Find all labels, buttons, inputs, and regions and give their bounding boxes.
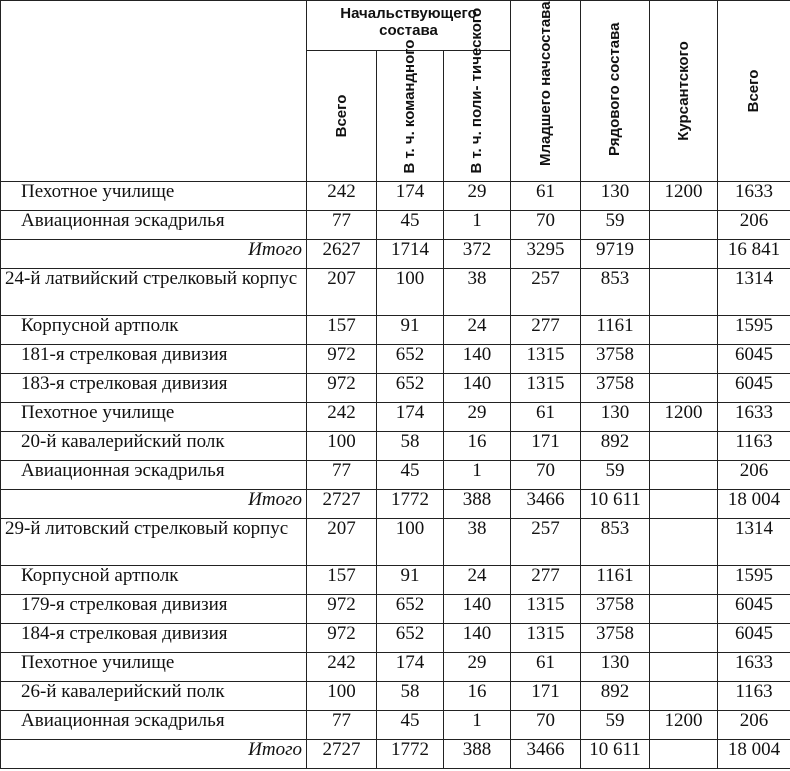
cell-value: 3758 [581, 374, 650, 403]
table-row [1, 211, 790, 240]
cell-value: 29 [444, 182, 511, 211]
row-label: 181-я стрелковая дивизия [1, 345, 307, 374]
cell-value: 972 [307, 345, 377, 374]
cell-value: 3758 [581, 595, 650, 624]
cell-value: 388 [444, 740, 511, 769]
row-label: 29-й литовский стрелковый корпус [1, 519, 307, 566]
cell-value: 2727 [307, 490, 377, 519]
cell-value [650, 461, 718, 490]
cell-value: 38 [444, 269, 511, 316]
row-label: Пехотное училище [1, 182, 307, 211]
table-row [1, 519, 790, 566]
cell-value: 61 [511, 182, 581, 211]
cell-value: 1772 [377, 740, 444, 769]
cell-value [650, 595, 718, 624]
cell-value: 972 [307, 595, 377, 624]
header-incl-political [444, 7, 511, 182]
table-row [1, 461, 790, 490]
row-label: 183-я стрелковая дивизия [1, 374, 307, 403]
cell-value: 206 [718, 211, 790, 240]
cell-value: 242 [307, 403, 377, 432]
cell-value: 3466 [511, 490, 581, 519]
cell-value: 652 [377, 345, 444, 374]
cell-value: 157 [307, 566, 377, 595]
cell-value: 10 611 [581, 490, 650, 519]
row-label: 20-й кавалерийский полк [1, 432, 307, 461]
cell-value: 853 [581, 269, 650, 316]
total-label: Итого [1, 490, 307, 519]
cell-value: 972 [307, 624, 377, 653]
cell-value: 10 611 [581, 740, 650, 769]
cell-value: 388 [444, 490, 511, 519]
cell-value: 1633 [718, 403, 790, 432]
table-row [1, 403, 790, 432]
cell-value: 59 [581, 711, 650, 740]
cell-value: 1315 [511, 595, 581, 624]
table-row [1, 182, 790, 211]
cell-value [650, 269, 718, 316]
cell-value: 3758 [581, 345, 650, 374]
cell-value: 1315 [511, 374, 581, 403]
total-row [1, 240, 790, 269]
cell-value: 1772 [377, 490, 444, 519]
cell-value [650, 374, 718, 403]
cell-value: 100 [307, 432, 377, 461]
cell-value [650, 490, 718, 519]
cell-value: 140 [444, 374, 511, 403]
header-rank [581, 1, 650, 182]
cell-value: 2627 [307, 240, 377, 269]
cell-value: 242 [307, 182, 377, 211]
cell-value: 1200 [650, 711, 718, 740]
cell-value: 59 [581, 211, 650, 240]
cell-value: 38 [444, 519, 511, 566]
cell-value: 3295 [511, 240, 581, 269]
cell-value: 277 [511, 316, 581, 345]
cell-value: 1595 [718, 566, 790, 595]
header-cadet [650, 1, 718, 182]
cell-value: 207 [307, 269, 377, 316]
cell-value: 892 [581, 432, 650, 461]
cell-value: 174 [377, 403, 444, 432]
cell-value: 77 [307, 211, 377, 240]
header-incl-command-text: В т. ч. командного [400, 39, 418, 174]
cell-value: 171 [511, 432, 581, 461]
table-row [1, 595, 790, 624]
cell-value: 70 [511, 711, 581, 740]
cell-value: 6045 [718, 595, 790, 624]
cell-value: 100 [377, 269, 444, 316]
total-row [1, 740, 790, 769]
cell-value: 242 [307, 653, 377, 682]
cell-value: 206 [718, 711, 790, 740]
cell-value: 1714 [377, 240, 444, 269]
table-row [1, 682, 790, 711]
cell-value: 61 [511, 653, 581, 682]
cell-value: 207 [307, 519, 377, 566]
cell-value [650, 345, 718, 374]
cell-value: 70 [511, 211, 581, 240]
cell-value: 1315 [511, 345, 581, 374]
header-total-text: Всего [744, 69, 762, 113]
cell-value: 174 [377, 653, 444, 682]
cell-value: 157 [307, 316, 377, 345]
cell-value: 372 [444, 240, 511, 269]
header-total-commanding-text: Всего [332, 94, 350, 138]
cell-value: 3466 [511, 740, 581, 769]
cell-value: 58 [377, 682, 444, 711]
cell-value: 2727 [307, 740, 377, 769]
cell-value [650, 653, 718, 682]
header-cadet-text: Курсантского [674, 41, 692, 141]
table-row [1, 624, 790, 653]
table-row [1, 566, 790, 595]
cell-value [650, 211, 718, 240]
cell-value: 100 [377, 519, 444, 566]
header-total [718, 1, 790, 182]
cell-value [650, 566, 718, 595]
cell-value: 853 [581, 519, 650, 566]
cell-value [650, 432, 718, 461]
table-row [1, 432, 790, 461]
row-label: Авиационная эскадрилья [1, 211, 307, 240]
cell-value [650, 740, 718, 769]
header-commanding-group: Начальствующего состава [307, 1, 511, 51]
cell-value: 174 [377, 182, 444, 211]
cell-value: 1633 [718, 653, 790, 682]
cell-value: 29 [444, 653, 511, 682]
cell-value: 16 841 [718, 240, 790, 269]
cell-value: 61 [511, 403, 581, 432]
cell-value: 257 [511, 269, 581, 316]
cell-value: 652 [377, 595, 444, 624]
cell-value: 1 [444, 461, 511, 490]
table-row [1, 374, 790, 403]
cell-value: 45 [377, 711, 444, 740]
cell-value: 77 [307, 711, 377, 740]
cell-value: 91 [377, 566, 444, 595]
cell-value: 58 [377, 432, 444, 461]
row-label: 24-й латвийский стрелковый корпус [1, 269, 307, 316]
cell-value: 77 [307, 461, 377, 490]
cell-value: 652 [377, 624, 444, 653]
table-row [1, 316, 790, 345]
cell-value: 24 [444, 316, 511, 345]
header-blank-cell [1, 1, 307, 182]
row-label: 26-й кавалерийский полк [1, 682, 307, 711]
total-label: Итого [1, 740, 307, 769]
cell-value: 972 [307, 374, 377, 403]
row-label: Пехотное училище [1, 653, 307, 682]
cell-value: 3758 [581, 624, 650, 653]
cell-value: 206 [718, 461, 790, 490]
table-row [1, 269, 790, 316]
cell-value: 16 [444, 432, 511, 461]
cell-value: 140 [444, 624, 511, 653]
row-label: Пехотное училище [1, 403, 307, 432]
table-row [1, 653, 790, 682]
row-label: Корпусной артполк [1, 566, 307, 595]
cell-value: 29 [444, 403, 511, 432]
header-row-1 [1, 1, 790, 51]
cell-value [650, 316, 718, 345]
cell-value: 70 [511, 461, 581, 490]
cell-value: 1 [444, 211, 511, 240]
cell-value: 1200 [650, 182, 718, 211]
cell-value: 18 004 [718, 740, 790, 769]
cell-value: 1163 [718, 432, 790, 461]
row-label: 179-я стрелковая дивизия [1, 595, 307, 624]
cell-value: 1314 [718, 519, 790, 566]
header-incl-command [377, 39, 444, 182]
cell-value: 6045 [718, 345, 790, 374]
cell-value [650, 240, 718, 269]
header-total-commanding [307, 51, 377, 182]
cell-value: 171 [511, 682, 581, 711]
header-junior-text: Младшего начсостава [536, 1, 554, 166]
row-label: 184-я стрелковая дивизия [1, 624, 307, 653]
cell-value: 9719 [581, 240, 650, 269]
cell-value: 130 [581, 403, 650, 432]
table-row [1, 345, 790, 374]
cell-value: 1161 [581, 316, 650, 345]
cell-value: 6045 [718, 624, 790, 653]
header-rank-text: Рядового состава [605, 22, 623, 156]
cell-value: 45 [377, 461, 444, 490]
cell-value: 130 [581, 653, 650, 682]
row-label: Авиационная эскадрилья [1, 711, 307, 740]
cell-value [650, 682, 718, 711]
cell-value: 1315 [511, 624, 581, 653]
table-row [1, 711, 790, 740]
header-junior [511, 1, 581, 182]
cell-value: 140 [444, 595, 511, 624]
cell-value: 24 [444, 566, 511, 595]
row-label: Авиационная эскадрилья [1, 461, 307, 490]
cell-value: 1595 [718, 316, 790, 345]
cell-value: 1 [444, 711, 511, 740]
cell-value: 1161 [581, 566, 650, 595]
cell-value: 140 [444, 345, 511, 374]
cell-value: 45 [377, 211, 444, 240]
cell-value: 652 [377, 374, 444, 403]
cell-value [650, 624, 718, 653]
cell-value: 6045 [718, 374, 790, 403]
cell-value: 1163 [718, 682, 790, 711]
cell-value: 130 [581, 182, 650, 211]
cell-value [650, 519, 718, 566]
total-row [1, 490, 790, 519]
cell-value: 257 [511, 519, 581, 566]
header-incl-political-text: В т. ч. поли- тического [467, 7, 485, 174]
cell-value: 277 [511, 566, 581, 595]
cell-value: 100 [307, 682, 377, 711]
cell-value: 59 [581, 461, 650, 490]
cell-value: 16 [444, 682, 511, 711]
cell-value: 892 [581, 682, 650, 711]
total-label: Итого [1, 240, 307, 269]
cell-value: 18 004 [718, 490, 790, 519]
cell-value: 1200 [650, 403, 718, 432]
cell-value: 91 [377, 316, 444, 345]
row-label: Корпусной артполк [1, 316, 307, 345]
cell-value: 1314 [718, 269, 790, 316]
cell-value: 1633 [718, 182, 790, 211]
